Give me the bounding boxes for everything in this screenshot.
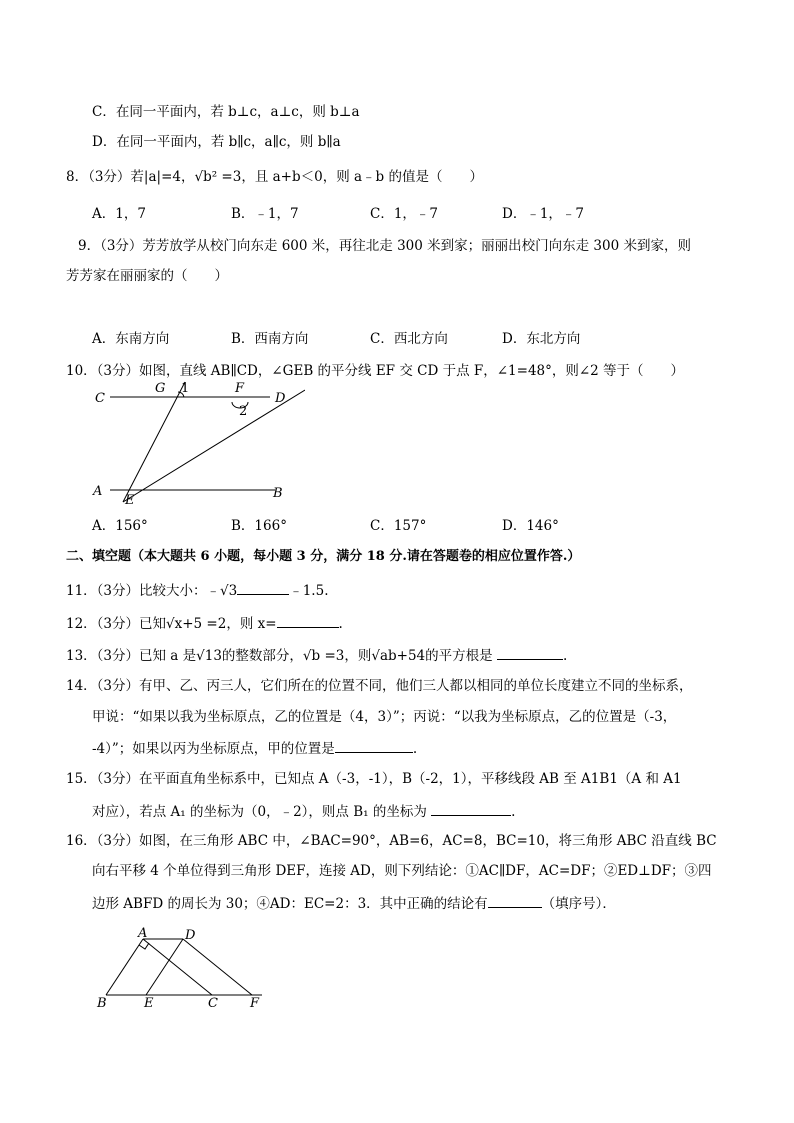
label-e: E [125,493,135,508]
label-b: B [273,486,283,501]
q13-post: . [562,648,568,664]
label-c: C [208,996,218,1010]
q11-stem [66,580,328,600]
q9-option-b: B．西南方向 [231,331,309,347]
q8-option-a: A．1，7 [92,206,146,222]
label-f: F [235,381,245,396]
label-e: E [144,996,154,1010]
answer-blank[interactable] [277,613,339,628]
q8-option-d: D．﹣1，﹣7 [502,206,585,222]
q14-line2: 甲说：“如果以我为坐标原点，乙的位置是（4，3）”；丙说：“以我为坐标原点，乙的位置是（-3， [92,709,677,725]
label-g: G [155,381,166,396]
q10-diagram [85,380,305,510]
q13-stem [66,645,567,665]
q10-option-d: D．146° [502,518,559,534]
label-b: B [97,996,107,1010]
segment-df [183,939,252,995]
q16-line3 [92,893,616,913]
q12-pre: 12．（3分）已知√x+5 =2，则 x= [66,616,277,632]
q9-option-c: C．西北方向 [370,331,448,347]
answer-blank[interactable] [237,580,289,595]
q14-line3-pre: -4）”；如果以丙为坐标原点，甲的位置是 [92,741,335,757]
q8-option-c: C．1，﹣7 [370,206,439,222]
q15-line2 [92,801,515,821]
label-c: C [95,391,105,406]
label-1: 1 [181,381,190,396]
label-a: A [93,484,103,499]
q14-line1: 14．（3分）有甲、乙、丙三人，它们所在的位置不同，他们三人都以相同的单位长度建立不同的坐标系， [66,678,693,694]
q16-line2: 向右平移 4 个单位得到三角形 DEF，连接 AD，则下列结论：①AC∥DF，AC=DF；②ED⊥DF；③四 [92,863,712,879]
q15-line1: 15．（3分）在平面直角坐标系中，已知点 A（-3，-1），B（-2，1），平移线段 AB 至 A1B1（A 和 A1 [66,771,682,787]
q14-line3 [92,738,417,758]
q16-diagram [92,925,272,1010]
q9-stem-line1: 9．（3分）芳芳放学从校门向东走 600 米，再往北走 300 米到家；丽丽出校门向东走 300 米到家，则 [78,238,691,254]
q8-stem: 8．（3分）若|a|=4，√b² =3，且 a+b＜0，则 a﹣b 的值是（ ） [66,169,483,185]
q7-option-c: C．在同一平面内，若 b⊥c，a⊥c，则 b⊥a [92,104,360,120]
q10-option-b: B．166° [231,518,287,534]
q15-line2-pre: 对应），若点 A₁ 的坐标为（0，﹣2），则点 B₁ 的坐标为 [92,804,427,820]
answer-blank[interactable] [431,801,511,816]
q9-option-a: A．东南方向 [92,331,170,347]
right-angle-mark [139,943,149,949]
q8-option-b: B．﹣1，7 [231,206,299,222]
answer-blank[interactable] [497,645,563,660]
q12-stem [66,613,343,633]
line-eg [123,382,185,502]
q16-line3-post: （填序号）． [541,896,616,912]
q9-option-d: D．东北方向 [502,331,581,347]
answer-blank[interactable] [335,738,413,753]
q16-line1: 16．（3分）如图，在三角形 ABC 中，∠BAC=90°，AB=6，AC=8，BC=10，将三角形 ABC 沿直线 BC [66,833,717,849]
q9-stem-line2: 芳芳家在丽丽家的（ ） [66,268,228,284]
label-d: D [275,391,286,406]
q10-option-a: A．156° [92,518,148,534]
label-d: D [185,928,196,943]
q7-option-d: D．在同一平面内，若 b∥c，a∥c，则 b∥a [92,134,341,150]
label-2: 2 [239,404,248,419]
answer-blank[interactable] [488,893,542,908]
q12-post: . [338,616,343,632]
label-f: F [250,996,260,1010]
q11-post: ﹣1.5. [289,583,329,599]
q13-pre: 13．（3分）已知 a 是√13的整数部分，√b =3，则√ab+54的平方根是 [66,648,493,664]
q10-option-c: C．157° [370,518,427,534]
segment-ab [106,939,143,995]
q14-line3-post: . [412,741,418,757]
q16-line3-pre: 边形 ABFD 的周长为 30；④AD：EC=2：3．其中正确的结论有 [92,896,488,912]
q11-pre: 11．（3分）比较大小：﹣√3 [66,583,238,599]
q10-stem: 10．（3分）如图，直线 AB∥CD，∠GEB 的平分线 EF 交 CD 于点 F，∠1=48°，则∠2 等于（ ） [66,363,685,379]
q15-line2-post: . [511,804,516,820]
label-a: A [138,926,148,941]
section-heading: 二、填空题（本大题共 6 小题，每小题 3 分，满分 18 分.请在答题卷的相应位置作答.） [66,549,581,564]
